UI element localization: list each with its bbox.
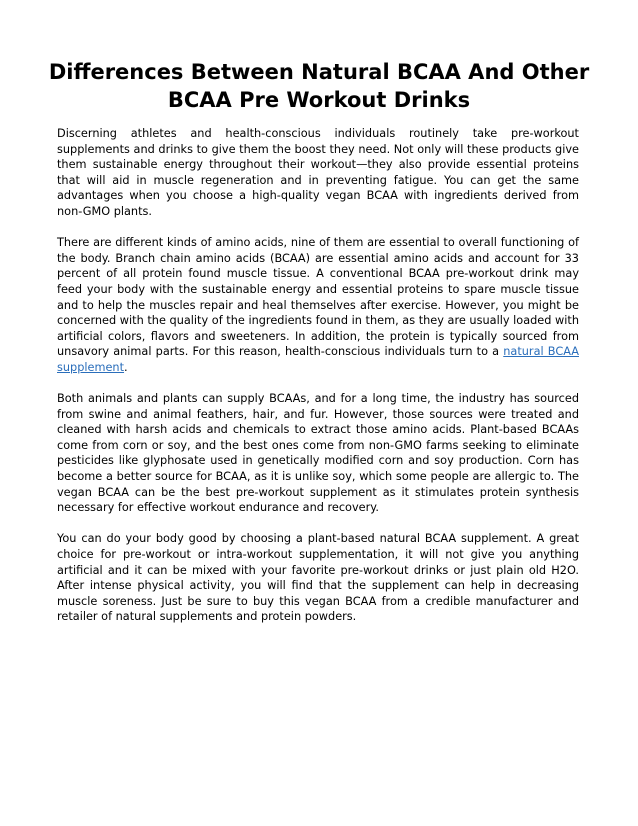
paragraph-conclusion: You can do your body good by choosing a plant-based natural BCAA supplement. A great choice for pre-workout or intra-workout supplementation, it will not give you anything artificial and it can be mixed with your favorite pre-workout drinks or just plain old H2O. After intense physical activity, you will find that the supplement can help in decreasing muscle soreness. Just be sure to buy this vegan BCAA from a credible manufacturer and retailer of natural supplements and protein powders. — [57, 532, 579, 624]
paragraph-amino-acids-end: . — [124, 360, 128, 374]
paragraph-amino-acids — [57, 235, 579, 375]
article-title: Differences Between Natural BCAA And Other BCAA Pre Workout Drinks — [48, 60, 590, 112]
natural-bcaa-supplement-link[interactable]: natural BCAA supplement — [57, 345, 579, 374]
paragraph-intro: Discerning athletes and health-conscious individuals routinely take pre-workout supplements and drinks to give them the boost they need. Not only will these products give them sustainable energy throughout their workout—they also provide essential proteins that will aid in muscle regeneration and in preventing fatigue. You can get the same advantages when you choose a high-quality vegan BCAA with ingredients derived from non-GMO plants. — [57, 127, 579, 218]
paragraph-sources: Both animals and plants can supply BCAAs, and for a long time, the industry has sourced from swine and animal feathers, hair, and fur. However, those sources were treated and cleaned with harsh acids and chemicals to extract those amino acids. Plant-based BCAAs come from corn or soy, and the best ones come from non-GMO farms seeking to eliminate pesticides like glyphosate used in genetically modified corn and soy production. Corn has become a better source for BCAA, as it is unlike soy, which some people are allergic to. The vegan BCAA can be the best pre-workout supplement as it stimulates protein synthesis necessary for effective workout endurance and recovery. — [57, 392, 579, 515]
paragraph-amino-acids-text: There are different kinds of amino acids, nine of them are essential to overall functioning of the body. Branch chain amino acids (BCAA) are essential amino acids and account for 33 percent of all protein found muscle tissue. A conventional BCAA pre-workout drink may feed your body with the sustainable energy and essential proteins to spare muscle tissue and to help the muscles repair and heal themselves after exercise. However, you might be concerned with the quality of the ingredients found in them, as they are usually loaded with artificial colors, flavors and sweeteners. In addition, the protein is typically sourced from unsavory animal parts. For this reason, health-conscious individuals turn to a — [57, 236, 579, 359]
article-body — [57, 126, 579, 641]
